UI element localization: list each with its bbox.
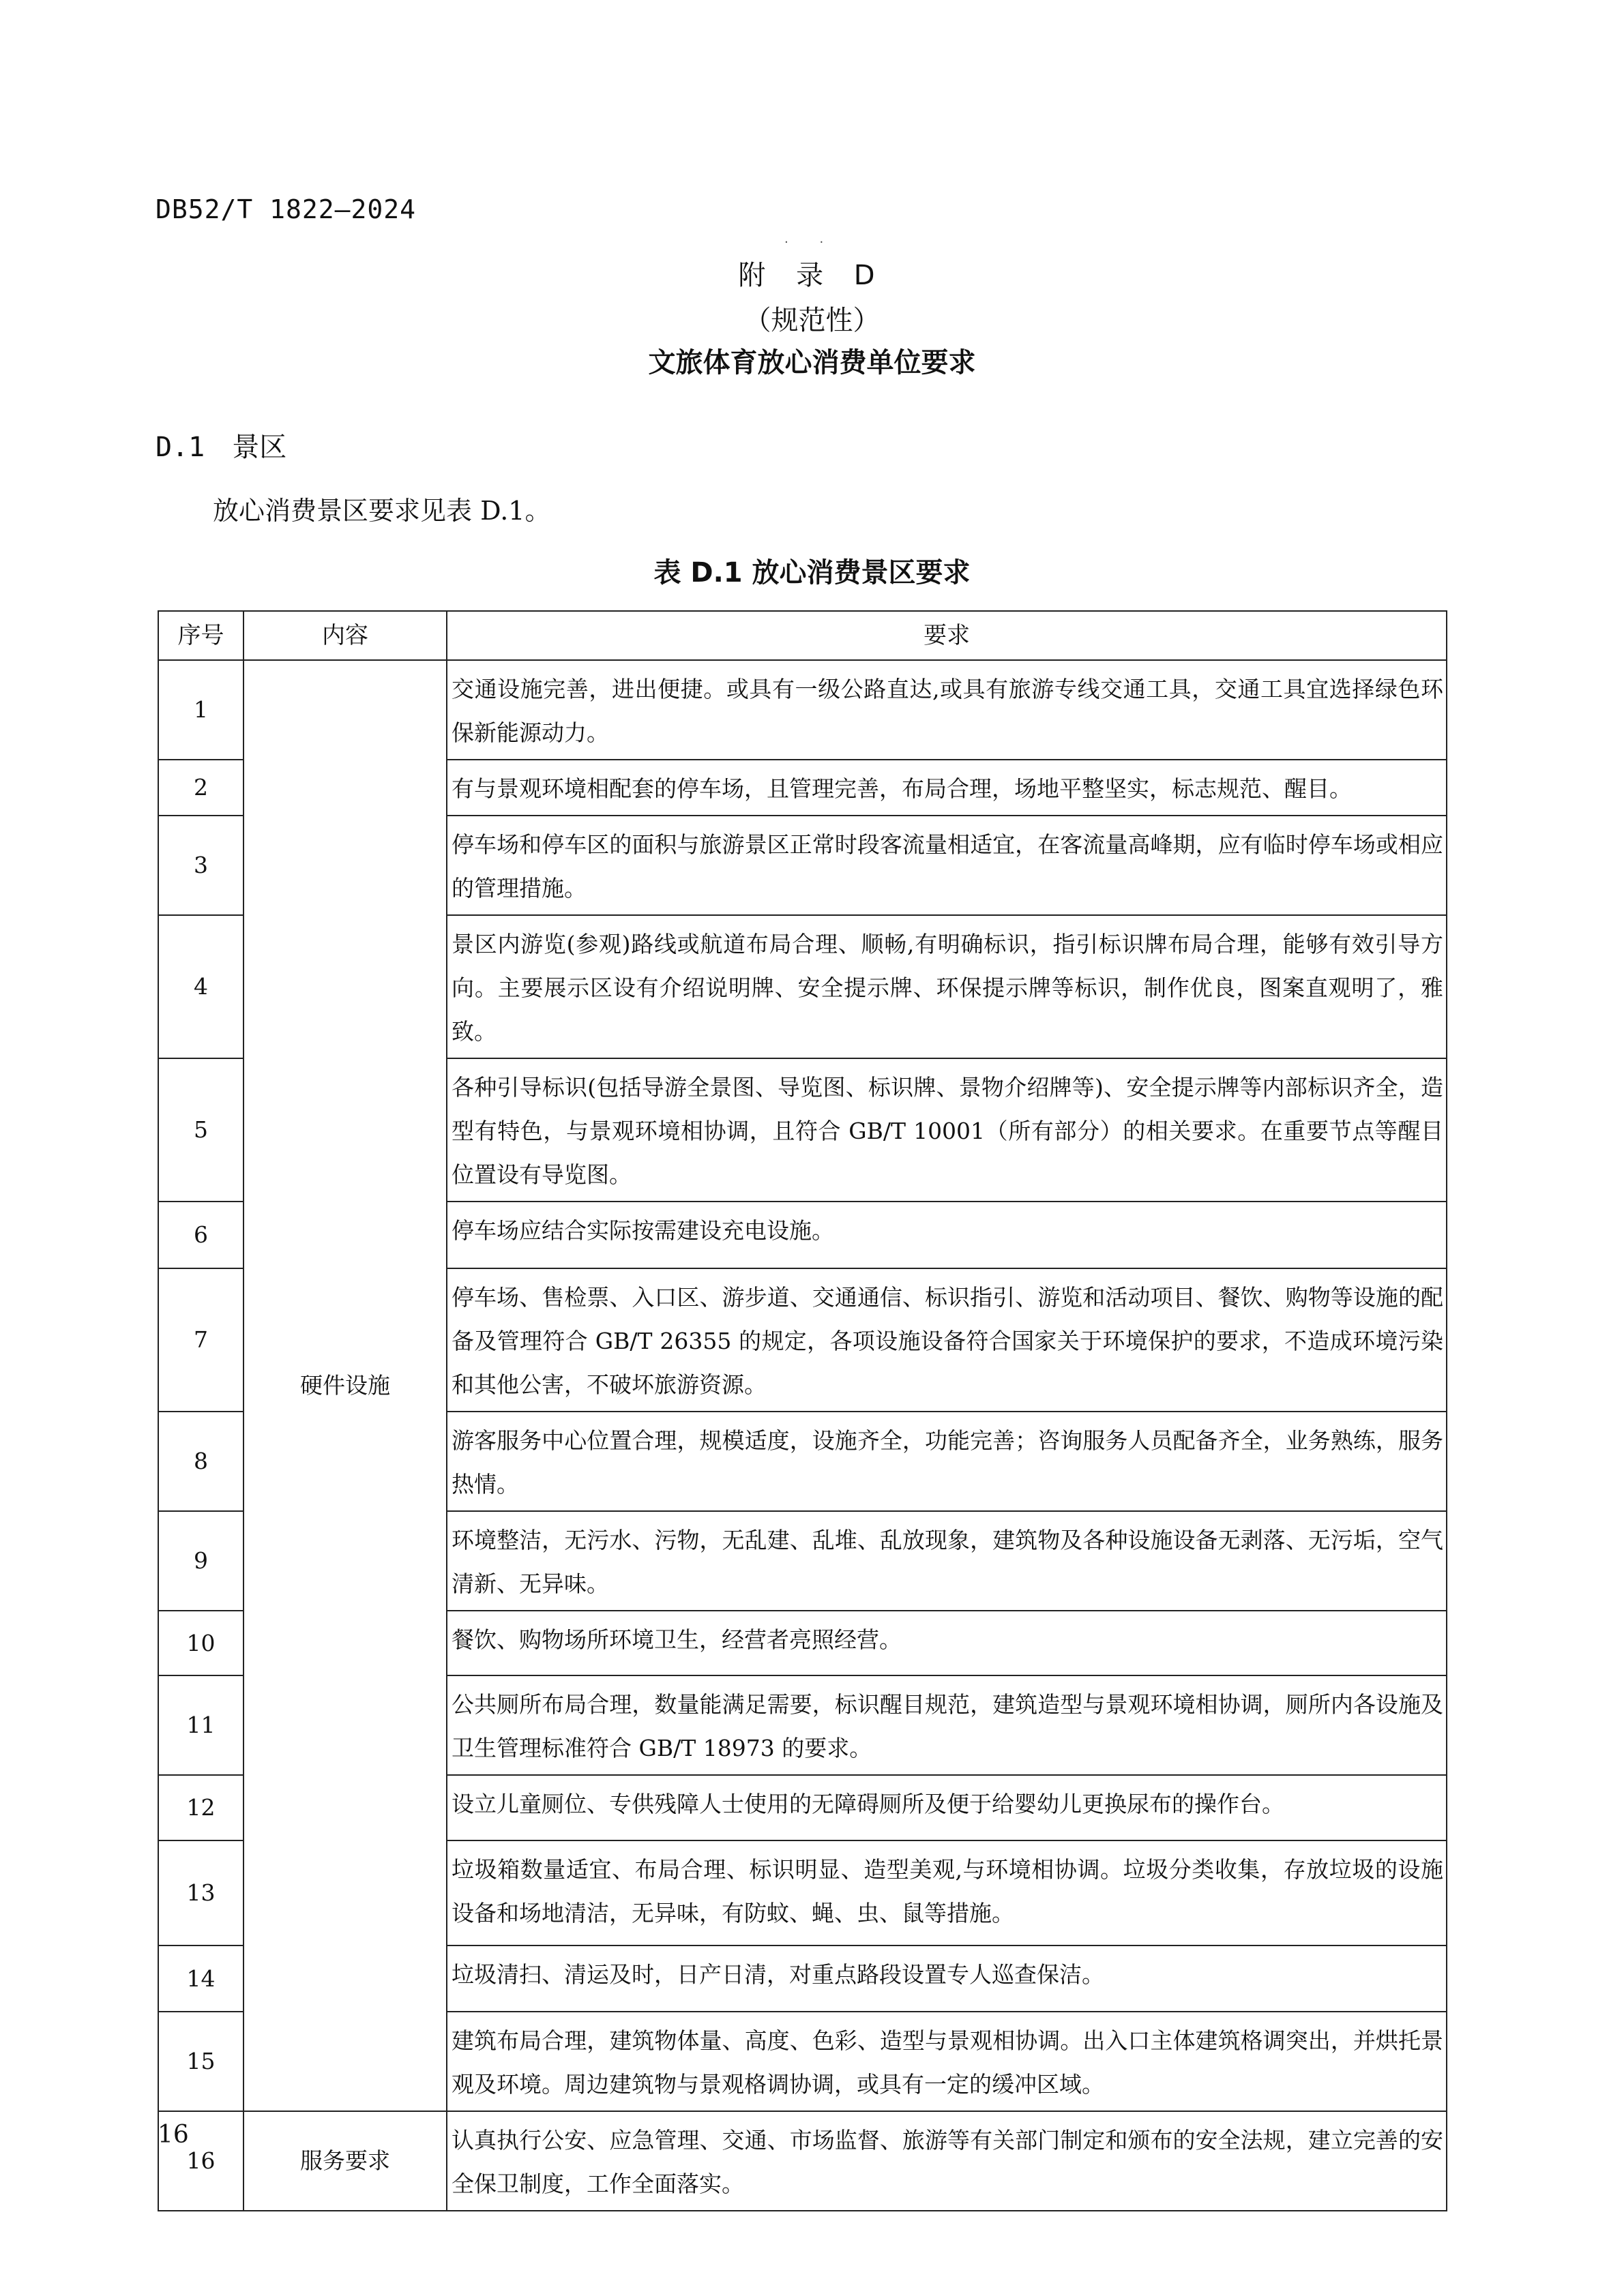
requirement-text: 餐饮、购物场所环境卫生，经营者亮照经营。: [447, 1611, 1447, 1675]
table-row: [158, 660, 1447, 760]
row-number: 14: [158, 1945, 243, 2012]
column-header-content: 内容: [243, 611, 447, 660]
row-number: 6: [158, 1202, 243, 1268]
requirement-text: 认真执行公安、应急管理、交通、市场监督、旅游等有关部门制定和颁布的安全法规，建立完善的安全保卫制度，工作全面落实。: [447, 2111, 1447, 2211]
row-number: 9: [158, 1511, 243, 1611]
table-header-row: [158, 611, 1447, 660]
requirement-text: 有与景观环境相配套的停车场，且管理完善，布局合理，场地平整坚实，标志规范、醒目。: [447, 760, 1447, 816]
requirement-text: 游客服务中心位置合理，规模适度，设施齐全，功能完善；咨询服务人员配备齐全，业务熟练，服务热情。: [447, 1412, 1447, 1511]
requirement-text: 景区内游览(参观)路线或航道布局合理、顺畅,有明确标识，指引标识牌布局合理，能够有效引导方向。主要展示区设有介绍说明牌、安全提示牌、环保提示牌等标识，制作优良，图案直观明了，雅致。: [447, 915, 1447, 1058]
row-number: 5: [158, 1058, 243, 1202]
row-number: 11: [158, 1675, 243, 1775]
section-intro: 放心消费景区要求见表 D.1。: [213, 496, 551, 526]
row-number: 1: [158, 660, 243, 760]
appendix-heading: 文旅体育放心消费单位要求: [648, 347, 976, 378]
requirements-table: [158, 610, 1447, 2211]
appendix-title: 附 录 D: [738, 260, 886, 291]
row-number: 16: [158, 2111, 243, 2211]
requirement-text: 垃圾箱数量适宜、布局合理、标识明显、造型美观,与环境相协调。垃圾分类收集，存放垃圾的设施设备和场地清洁，无异味，有防蚊、蝇、虫、鼠等措施。: [447, 1840, 1447, 1945]
table-row: [158, 2111, 1447, 2211]
row-number: 10: [158, 1611, 243, 1675]
row-number: 15: [158, 2012, 243, 2111]
requirement-text: 设立儿童厕位、专供残障人士使用的无障碍厕所及便于给婴幼儿更换尿布的操作台。: [447, 1775, 1447, 1840]
document-code: DB52/T 1822—2024: [156, 194, 417, 224]
row-number: 12: [158, 1775, 243, 1840]
section-title: 景区: [232, 432, 287, 463]
category-service: 服务要求: [243, 2111, 447, 2211]
requirement-text: 停车场、售检票、入口区、游步道、交通通信、标识指引、游览和活动项目、餐饮、购物等设施的配备及管理符合 GB/T 26355 的规定，各项设施设备符合国家关于环境保护的要求，不造成环境污染和其他公害，不破坏旅游资源。: [447, 1268, 1447, 1412]
column-header-number: 序号: [158, 611, 243, 660]
requirement-text: 垃圾清扫、清运及时，日产日清，对重点路段设置专人巡查保洁。: [447, 1945, 1447, 2012]
row-number: 2: [158, 760, 243, 816]
category-hardware: 硬件设施: [243, 660, 447, 2111]
column-header-requirement: 要求: [447, 611, 1447, 660]
table-caption: 表 D.1 放心消费景区要求: [653, 557, 971, 588]
requirement-text: 各种引导标识(包括导游全景图、导览图、标识牌、景物介绍牌等)、安全提示牌等内部标识齐全，造型有特色，与景观环境相协调，且符合 GB/T 10001（所有部分）的相关要求。在重要节点等醒目位置设有导览图。: [447, 1058, 1447, 1202]
requirement-text: 环境整洁，无污水、污物，无乱建、乱堆、乱放现象，建筑物及各种设施设备无剥落、无污垢，空气清新、无异味。: [447, 1511, 1447, 1611]
decorative-dots: · ·: [784, 235, 838, 250]
row-number: 8: [158, 1412, 243, 1511]
row-number: 7: [158, 1268, 243, 1412]
requirement-text: 停车场和停车区的面积与旅游景区正常时段客流量相适宜，在客流量高峰期，应有临时停车场或相应的管理措施。: [447, 816, 1447, 915]
row-number: 13: [158, 1840, 243, 1945]
requirement-text: 停车场应结合实际按需建设充电设施。: [447, 1202, 1447, 1268]
appendix-nature: （规范性）: [743, 305, 881, 336]
page-number: 16: [158, 2121, 189, 2149]
requirement-text: 建筑布局合理，建筑物体量、高度、色彩、造型与景观相协调。出入口主体建筑格调突出，并烘托景观及环境。周边建筑物与景观格调协调，或具有一定的缓冲区域。: [447, 2012, 1447, 2111]
requirement-text: 交通设施完善，进出便捷。或具有一级公路直达,或具有旅游专线交通工具，交通工具宜选择绿色环保新能源动力。: [447, 660, 1447, 760]
row-number: 3: [158, 816, 243, 915]
section-heading: [156, 426, 286, 464]
section-number: D.1: [156, 432, 205, 463]
row-number: 4: [158, 915, 243, 1058]
requirement-text: 公共厕所布局合理，数量能满足需要，标识醒目规范，建筑造型与景观环境相协调，厕所内各设施及卫生管理标准符合 GB/T 18973 的要求。: [447, 1675, 1447, 1775]
